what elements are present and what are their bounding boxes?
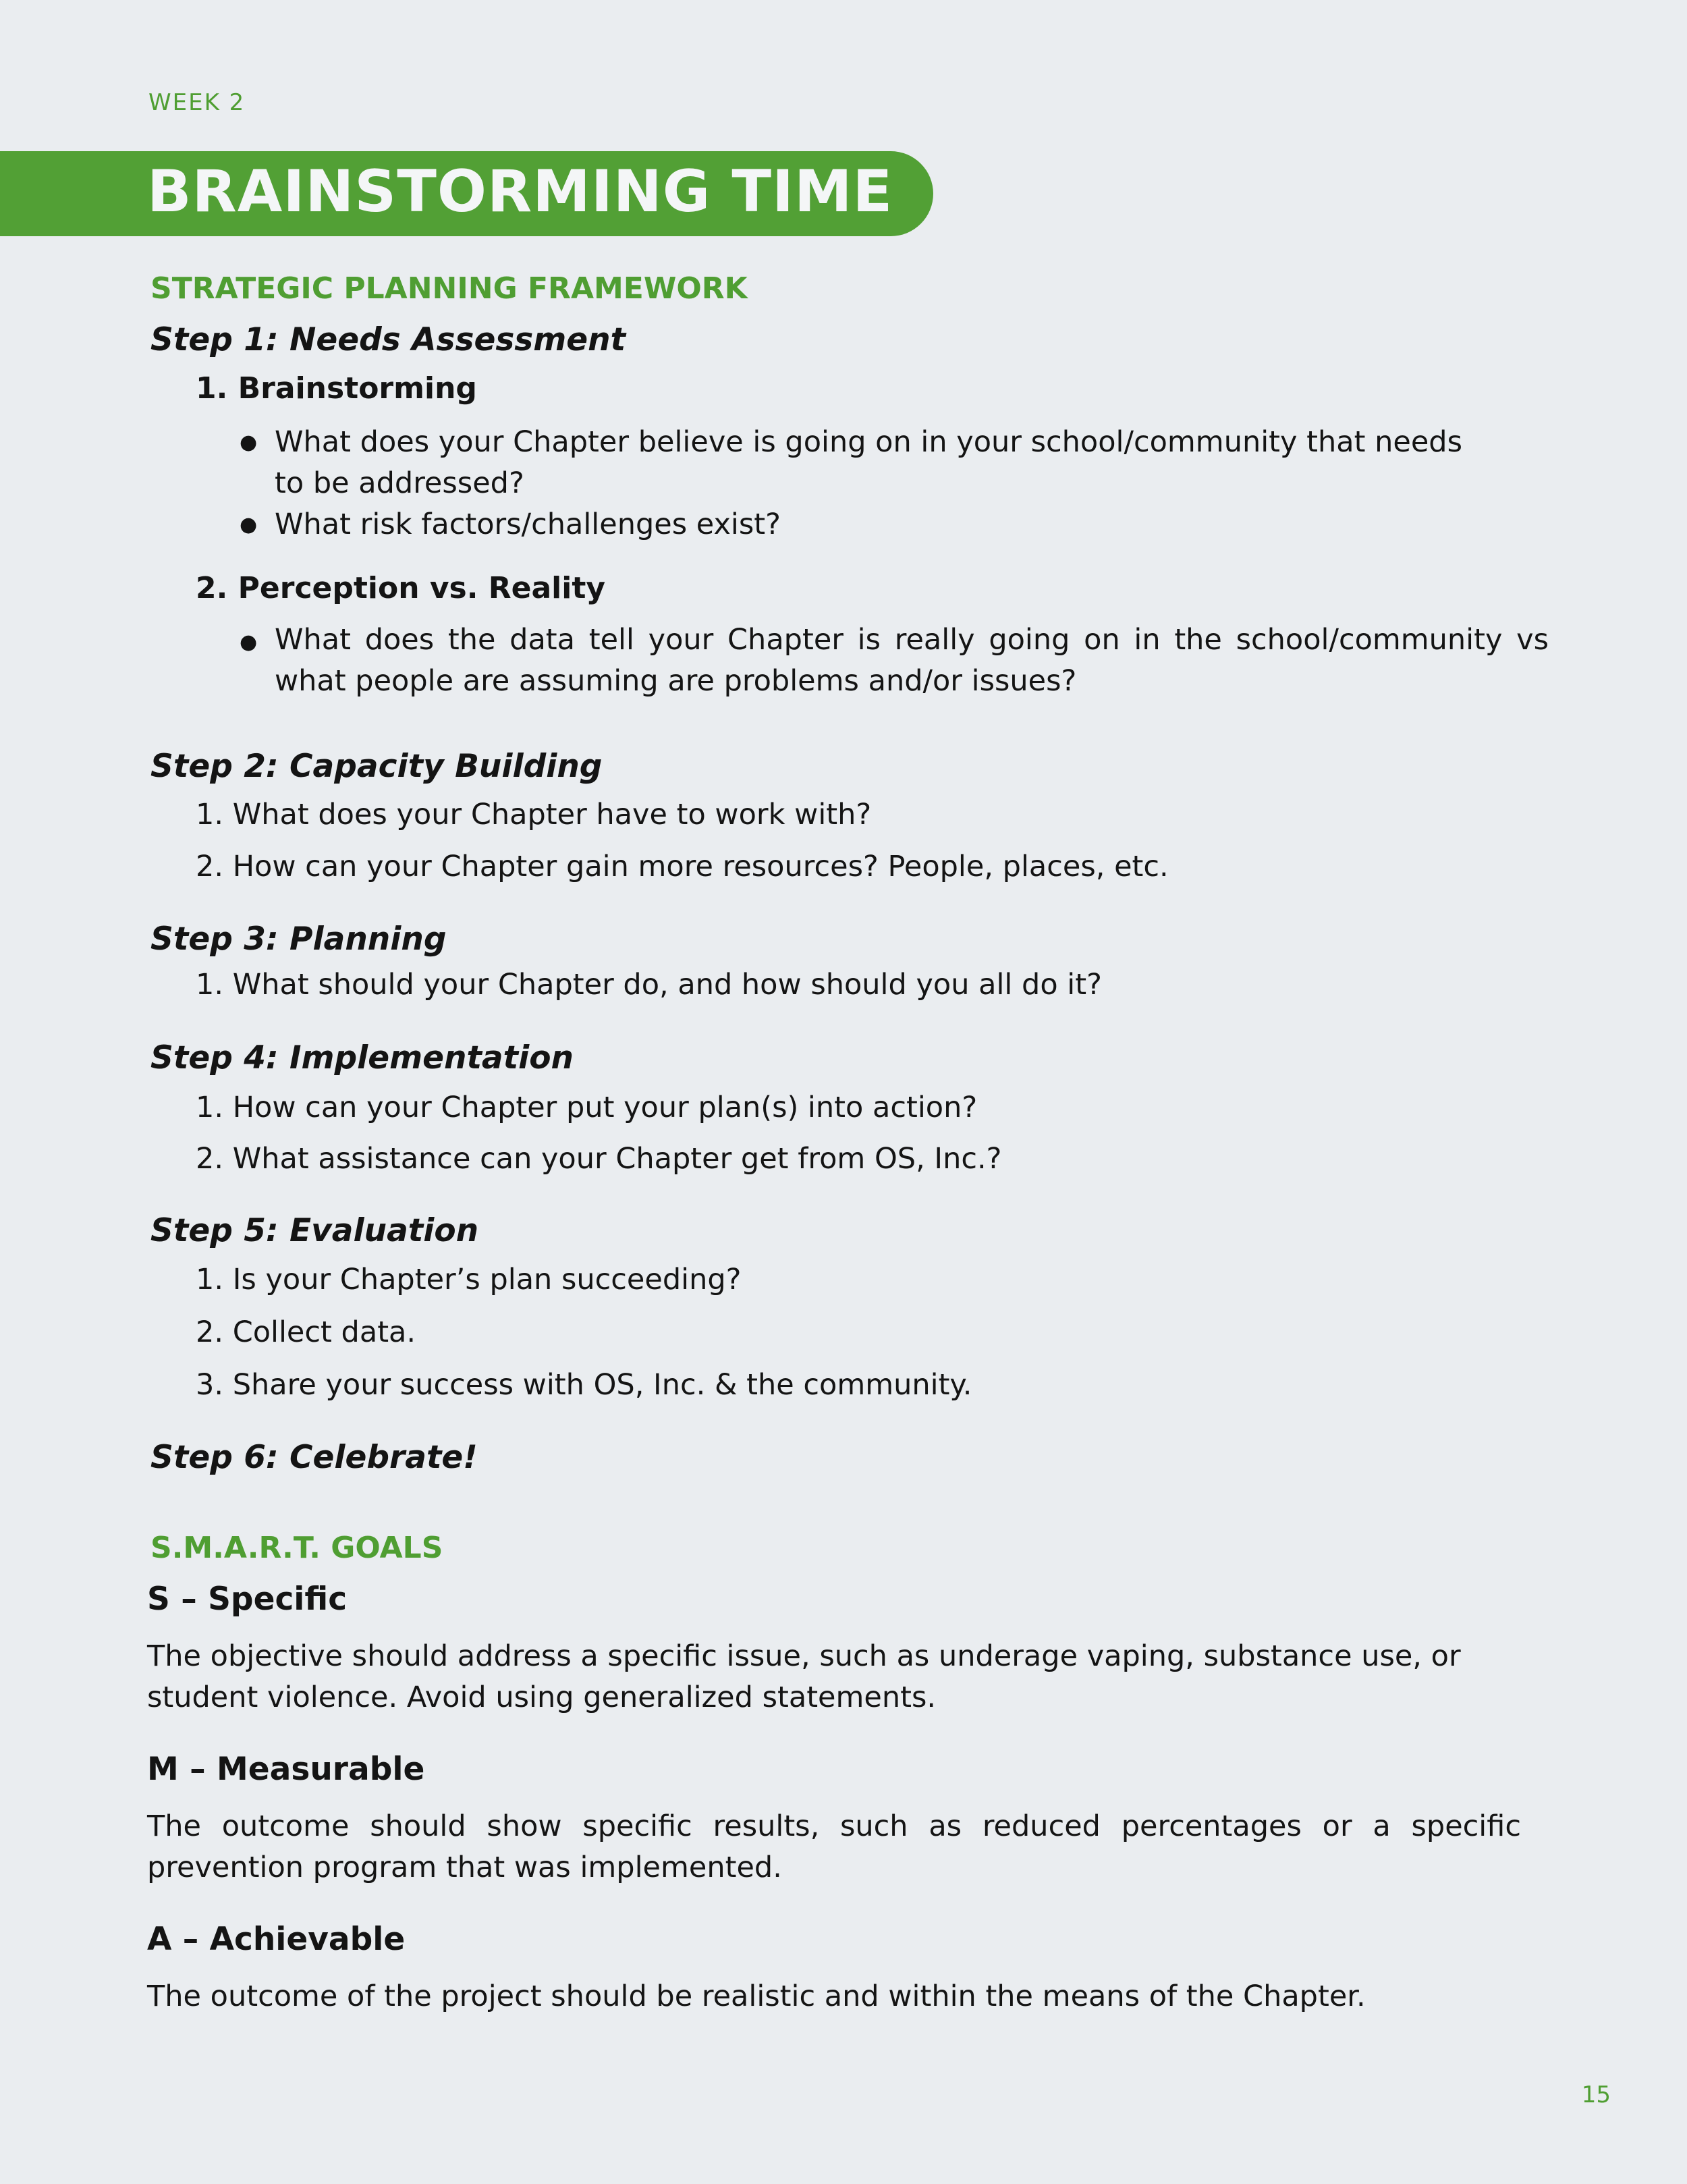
step6-title: Step 6: Celebrate! xyxy=(150,1439,478,1476)
list-item: 1. What should your Chapter do, and how should you all do it? xyxy=(196,968,1102,1002)
page-title: BRAINSTORMING TIME xyxy=(147,158,893,225)
title-banner xyxy=(0,151,933,236)
goal-text-measurable: The outcome should show specific results, such as reduced percentages or a specific prevention program that was implemented. xyxy=(147,1809,1521,1884)
goal-title-measurable: M – Measurable xyxy=(147,1751,425,1788)
list-item: 2. How can your Chapter gain more resources? People, places, etc. xyxy=(196,850,1169,883)
week-label: WEEK 2 xyxy=(148,89,246,116)
bullet-icon: ● xyxy=(240,431,258,454)
page-number: 15 xyxy=(1581,2081,1611,2108)
list-item: 1. Is your Chapter’s plan succeeding? xyxy=(196,1263,742,1296)
list-item: What does the data tell your Chapter is really going on in the school/community vs what people are assuming are problems and/or issues? xyxy=(275,623,1549,698)
list-item: 1. How can your Chapter put your plan(s) into action? xyxy=(196,1091,978,1124)
step4-title: Step 4: Implementation xyxy=(150,1039,574,1076)
list-item: 2. Collect data. xyxy=(196,1315,416,1349)
section-heading-framework: STRATEGIC PLANNING FRAMEWORK xyxy=(150,271,748,306)
list-item: 2. What assistance can your Chapter get from OS, Inc.? xyxy=(196,1142,1002,1176)
step1-sub1-title: 1. Brainstorming xyxy=(196,371,477,406)
goal-title-specific: S – Specific xyxy=(147,1581,348,1618)
step1-sub2-title: 2. Perception vs. Reality xyxy=(196,571,606,605)
list-item: 1. What does your Chapter have to work with? xyxy=(196,798,872,831)
bullet-icon: ● xyxy=(240,630,258,654)
step3-title: Step 3: Planning xyxy=(150,921,447,958)
list-item: What does your Chapter believe is going on in your school/community that needs xyxy=(275,425,1462,459)
goal-text-achievable: The outcome of the project should be realistic and within the means of the Chapter. xyxy=(147,1980,1366,2013)
section-heading-smart: S.M.A.R.T. GOALS xyxy=(150,1531,443,1565)
list-item: What risk factors/challenges exist? xyxy=(275,508,781,541)
list-item: to be addressed? xyxy=(275,466,524,500)
goal-title-achievable: A – Achievable xyxy=(147,1921,406,1958)
list-item: 3. Share your success with OS, Inc. & the community. xyxy=(196,1368,972,1402)
step1-title: Step 1: Needs Assessment xyxy=(150,321,626,358)
goal-text-specific: The objective should address a specific issue, such as underage vaping, substance use, or student violence. Avoid using generalized statements. xyxy=(147,1639,1461,1714)
step5-title: Step 5: Evaluation xyxy=(150,1212,479,1249)
bullet-icon: ● xyxy=(240,513,258,537)
step2-title: Step 2: Capacity Building xyxy=(150,748,603,785)
